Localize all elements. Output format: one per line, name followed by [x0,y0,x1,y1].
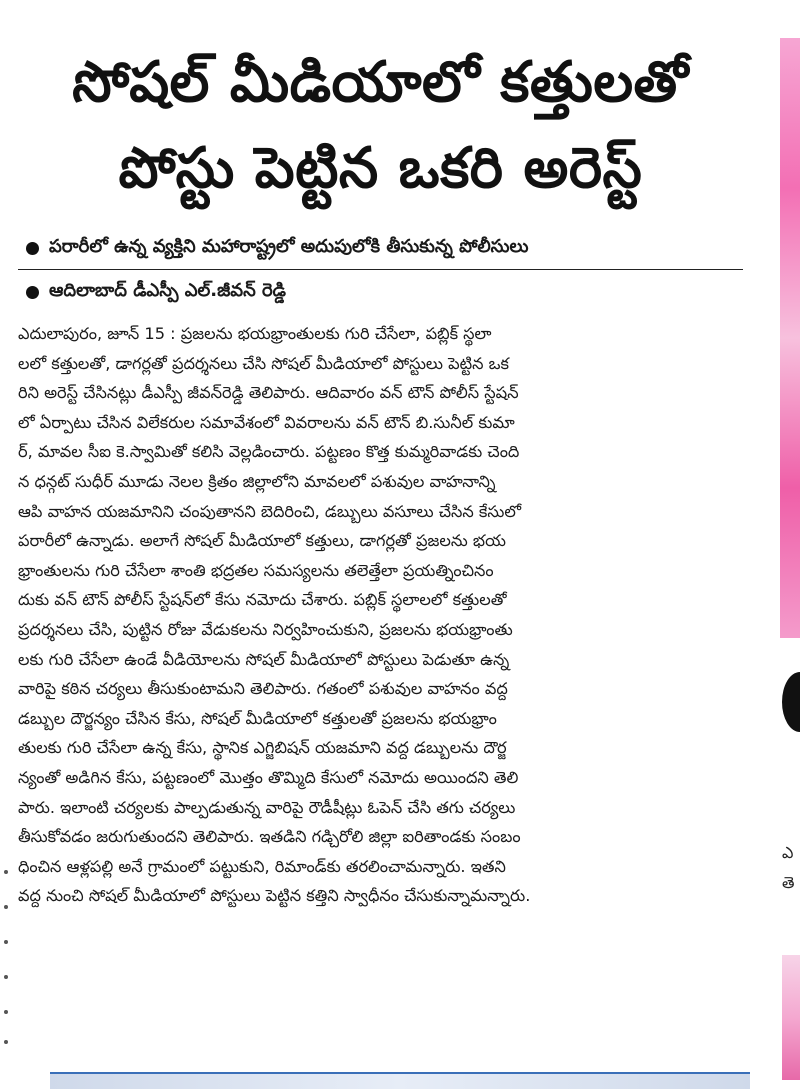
subheadline-bullet [18,269,743,313]
body-line: వారిపై కఠిన చర్యలు తీసుకుంటామని తెలిపారు. గతంలో పశువుల వాహనం వద్ద [18,679,508,699]
body-line: రిని అరెస్ట్ చేసినట్లు డీఎస్పీ జీవన్‌రెడ్డి తెలిపారు. ఆదివారం వన్ టౌన్ పోలీస్ స్టేషన్ [18,383,519,403]
body-line: భ్రాంతులను గురి చేసేలా శాంతి భద్రతల సమస్యలను తలెత్తేలా ప్రయత్నించినం [18,560,494,580]
body-line: లో ఏర్పాటు చేసిన విలేకరుల సమావేశంలో వివరాలను వన్ టౌన్ బి.సునీల్ కుమా [18,412,515,432]
body-line: లలో కత్తులతో, డాగర్లతో ప్రదర్శనలు చేసి సోషల్ మీడియాలో పోస్టులు పెట్టిన ఒక [18,353,509,373]
subheadline-bullets [18,226,743,313]
body-line: తులకు గురి చేసేలా ఉన్న కేసు, స్థానిక ఎగ్జిబిషన్ యజమాని వద్ద డబ్బులను దౌర్జ [18,738,507,758]
body-line: ఆపి వాహన యజమానిని చంపుతానని బెదిరించి, డబ్బులు వసూలు చేసిన కేసులో [18,501,522,521]
margin-mark [4,975,8,979]
margin-mark [4,940,8,944]
bottom-advertisement-clipped [50,1072,750,1089]
snippet-line: ఎ [782,843,794,862]
body-line: ప్రదర్శనలు చేసి, పుట్టిన రోజు వేడుకలను నిర్వహించుకుని, ప్రజలను భయభ్రాంతు [18,619,513,639]
body-line: ఎదులాపురం, జూన్ 15 : ప్రజలను భయభ్రాంతులకు గురి చేసేలా, పబ్లిక్ స్థలా [18,324,492,343]
body-line: వద్ద నుంచి సోషల్ మీడియాలో పోస్టులు పెట్టిన కత్తిని స్వాధీనం చేసుకున్నామన్నారు. [18,886,531,906]
body-line: తీసుకోవడం జరుగుతుందని తెలిపారు. ఇతడిని గడ్చిరోలి జిల్లా ఐరితాండకు సంబం [18,827,521,847]
right-logo-clipped [782,672,800,732]
adjacent-article-snippet [782,838,800,898]
body-line: దుకు వన్ టౌన్ పోలీస్ స్టేషన్‌లో కేసు నమోదు చేశారు. పబ్లిక్ స్థలాలలో కత్తులతో [18,590,507,610]
body-line: ర్, మావల సీఐ కె.స్వామితో కలిసి వెల్లడించారు. పట్టణం కొత్త కుమ్మరివాడకు చెంది [18,442,520,462]
news-article [18,40,743,911]
headline [18,40,743,212]
body-line: న్యంతో అడిగిన కేసు, పట్టణంలో మొత్తం తొమ్మిది కేసులో నమోదు అయిందని తెలి [18,767,519,787]
headline-line: సోషల్ మీడియాలో కత్తులతో [72,50,689,115]
right-advertisement-clipped [780,38,800,638]
body-line: ధించిన ఆళ్లపల్లి అనే గ్రామంలో పట్టుకుని, రిమాండ్‌కు తరలించామన్నారు. ఇతని [18,856,506,876]
body-line: పరారీలో ఉన్నాడు. అలాగే సోషల్ మీడియాలో కత్తులు, డాగర్లతో ప్రజలను భయ [18,531,506,551]
body-line: న ధన్గట్ సుధీర్ మూడు నెలల క్రితం జిల్లాలోని మావలలో పశువుల వాహనాన్ని [18,471,496,491]
article-body [18,319,743,911]
margin-mark [4,1010,8,1014]
subheadline-bullet [18,226,743,269]
right-advertisement-bottom-clipped [782,955,800,1080]
bullet-dot-icon [26,242,39,255]
bullet-text: ఆదిలాబాద్ డీఎస్పీ ఎల్.జీవన్ రెడ్డి [49,280,286,301]
margin-mark [4,870,8,874]
bullet-text: పరారీలో ఉన్న వ్యక్తిని మహారాష్ట్రలో అదుపులోకి తీసుకున్న పోలీసులు [49,236,529,257]
bullet-dot-icon [26,286,39,299]
body-line: లకు గురి చేసేలా ఉండే వీడియోలను సోషల్ మీడియాలో పోస్టులు పెడుతూ ఉన్న [18,649,510,669]
headline-line: పోస్టు పెట్టిన ఒకరి అరెస్ట్ [118,136,643,201]
margin-mark [4,905,8,909]
body-line: పారు. ఇలాంటి చర్యలకు పాల్పడుతున్న వారిపై రౌడీషీట్లు ఓపెన్ చేసి తగు చర్యలు [18,797,516,817]
margin-mark [4,1040,8,1044]
body-line: డబ్బుల దౌర్జన్యం చేసిన కేసు, సోషల్ మీడియాలో కత్తులతో ప్రజలను భయభ్రాం [18,708,497,728]
snippet-line: తె [782,873,795,892]
